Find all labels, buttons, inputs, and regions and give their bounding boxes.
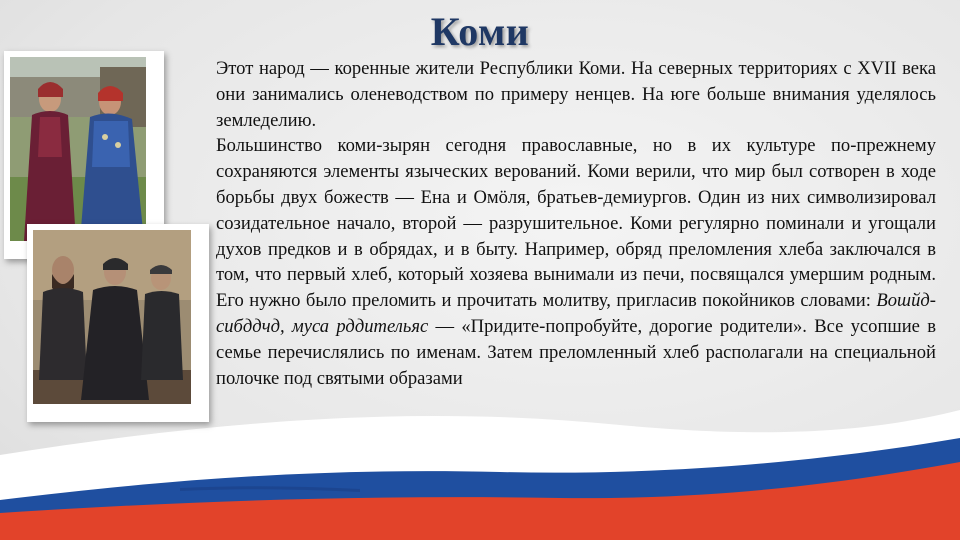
paragraph-2	[216, 133, 936, 391]
paragraph-1: Этот народ — коренные жители Республики Коми. На северных территориях с XVII века они занимались оленеводством по примеру ненцев. На юге больше внимания уделялось земледелию.	[216, 58, 936, 131]
body-text	[216, 56, 936, 391]
slide-title: Коми	[430, 9, 530, 54]
paragraph-2-end: — «Придите-попробуйте, дорогие родители». Все усопшие в семье перечислялись по именам. Затем преломленный хлеб располагали на специальной полочке под святыми образами	[216, 315, 936, 389]
paragraph-2-start: Большинство коми-зырян сегодня православные, но в их культуре по-прежнему сохраняются элементы языческих верований. Коми верили, что мир был сотворен в ходе борьбы двух божеств — Ена и Омöля, братьев-демиургов. Один из них символизировал созидательное начало, второй — разрушительное. Коми регулярно поминали и угощали духов предков и в обрядах, и в быту. Например, обряд преломления хлеба заключался в том, что первый хлеб, который хозяева вынимали из печи, посвящался умершим родным. Его нужно было преломить и прочитать молитву, пригласив покойников словами:	[216, 135, 936, 312]
komi-family-picture	[33, 230, 191, 404]
photo-komi-family	[27, 224, 209, 422]
komi-women-picture	[10, 57, 146, 241]
komi-phrase: Вошйд-сибддчд, муса рддительяс	[216, 290, 936, 337]
